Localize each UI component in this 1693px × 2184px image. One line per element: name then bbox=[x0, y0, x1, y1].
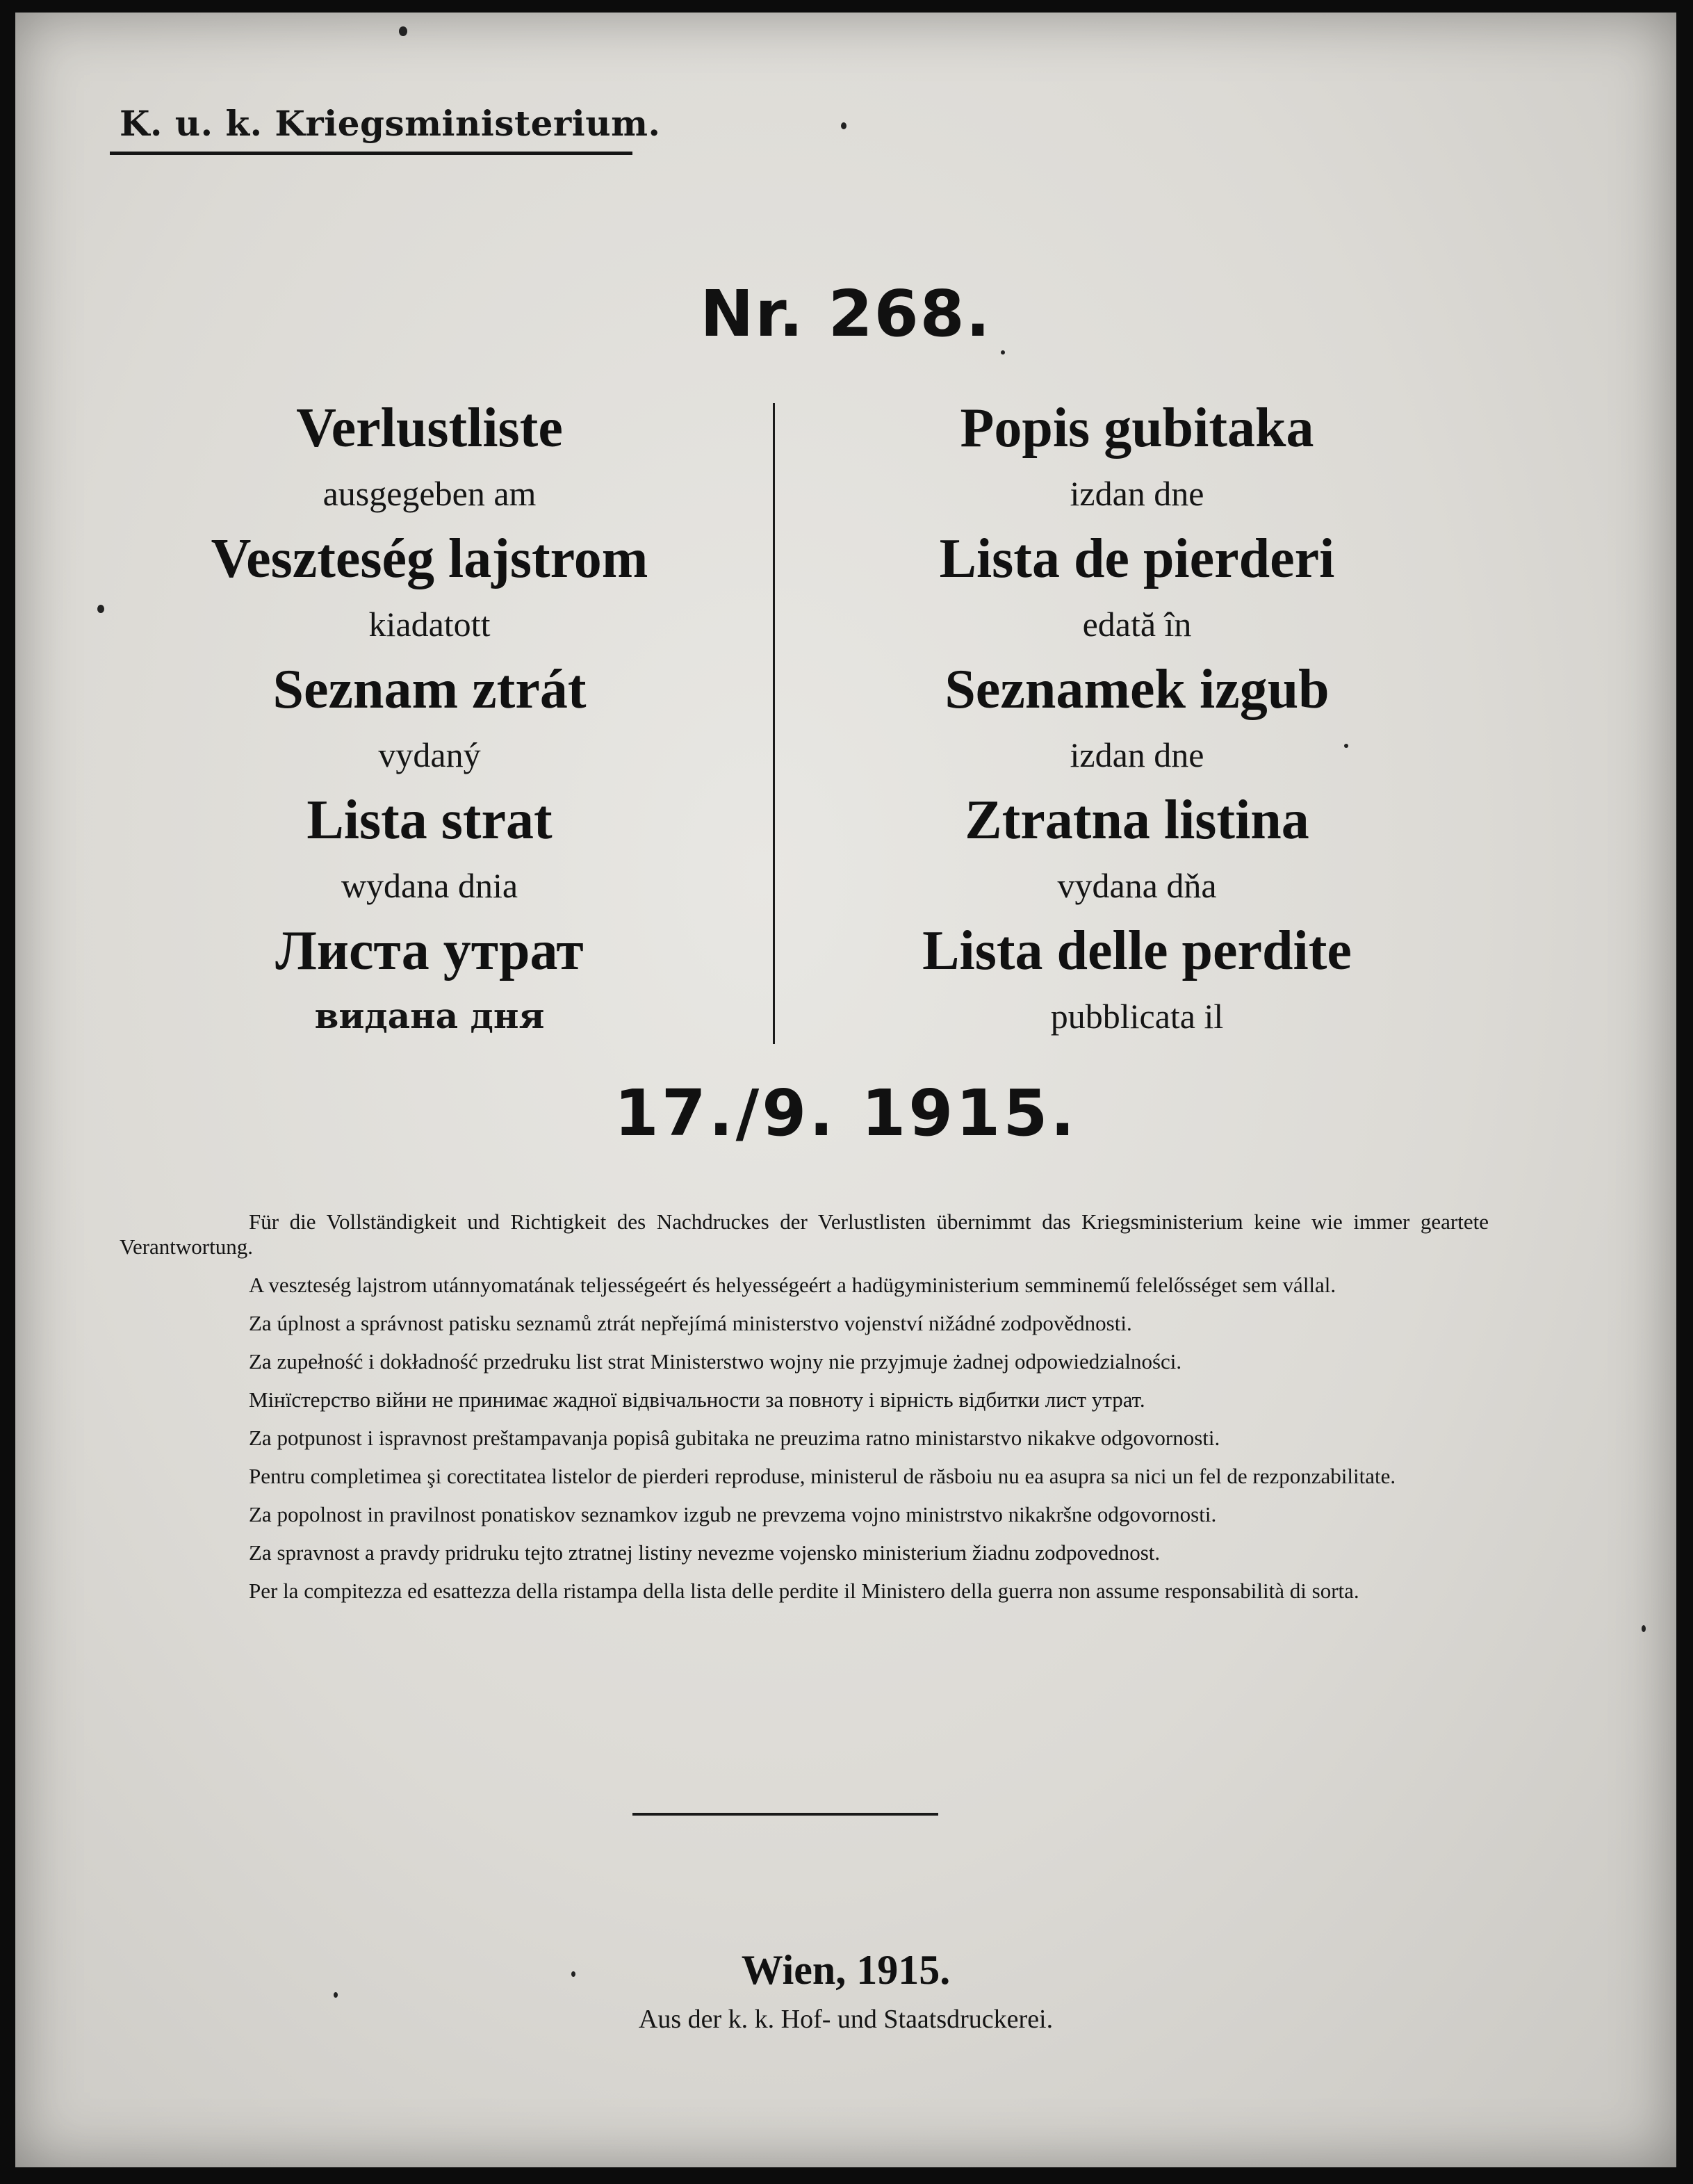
title-ruthenian: Листа утрат bbox=[275, 920, 584, 981]
disclaimer-hungarian: A veszteség lajstrom utánnyomatának teljességeért és helyességeért a hadügyministerium semminemű felelősséget sem vállal. bbox=[249, 1273, 1336, 1297]
title-croatian: Popis gubitaka bbox=[960, 398, 1314, 459]
subtitle-hungarian: kiadatott bbox=[368, 605, 491, 644]
disclaimer-italian: Per la compitezza ed esattezza della ristampa della lista delle perdite il Ministero della guerra non assume responsabilità di sorta. bbox=[249, 1579, 1359, 1603]
title-romanian: Lista de pierderi bbox=[939, 528, 1335, 589]
title-hungarian: Veszteség lajstrom bbox=[211, 528, 648, 589]
title-slovenian: Seznamek izgub bbox=[944, 659, 1330, 720]
ministry-header: K. u. k. Kriegsministerium. bbox=[120, 103, 661, 144]
title-italian: Lista delle perdite bbox=[922, 920, 1352, 981]
title-czech: Seznam ztrát bbox=[272, 659, 587, 720]
scan-speck bbox=[1642, 1625, 1646, 1632]
issue-number: Nr. 268. bbox=[700, 277, 992, 351]
subtitle-slovak: vydana dňa bbox=[1057, 866, 1217, 905]
right-title-column bbox=[824, 395, 1450, 1048]
scan-speck bbox=[399, 26, 407, 36]
disclaimer-romanian: Pentru completimea şi corectitatea listelor de pierderi reproduse, ministerul de răsboiu nu ea asupra sa nici un fel de rezponzabilitate. bbox=[249, 1464, 1396, 1488]
disclaimer-slovenian: Za popolnost in pravilnost ponatiskov seznamkov izgub ne prevzema vojno ministrstvo nikakršne odgovornosti. bbox=[249, 1502, 1217, 1526]
publication-place: Wien, 1915. bbox=[741, 1947, 951, 1993]
subtitle-romanian: edată în bbox=[1082, 605, 1192, 644]
disclaimer-ruthenian: Мінїстерство війни не принимає жадної відвічальности за повноту і вірність відбитки лист утрат. bbox=[249, 1387, 1145, 1412]
subtitle-polish: wydana dnia bbox=[341, 866, 518, 905]
scan-speck bbox=[334, 1992, 338, 1998]
scan-speck bbox=[571, 1971, 575, 1977]
scan-speck bbox=[1344, 744, 1348, 748]
title-polish: Lista strat bbox=[306, 790, 553, 851]
subtitle-german: ausgegeben am bbox=[322, 474, 537, 513]
disclaimer-german: Für die Vollständigkeit und Richtigkeit des Nachdruckes der Verlustlisten übernimmt das Kriegsministerium keine wie immer geartete Verantwortung. bbox=[120, 1209, 1489, 1259]
document-page bbox=[15, 13, 1676, 2167]
printer-imprint: Aus der k. k. Hof- und Staatsdruckerei. bbox=[638, 2005, 1054, 2034]
issue-date: 17./9. 1915. bbox=[614, 1076, 1078, 1150]
header-underline bbox=[110, 152, 632, 155]
subtitle-croatian: izdan dne bbox=[1070, 474, 1204, 513]
disclaimer-slovak: Za spravnost a pravdy pridruku tejto ztratnej listiny nevezme vojensko ministerium žiadnu zodpovednost. bbox=[249, 1540, 1161, 1565]
left-title-column bbox=[117, 395, 742, 1048]
title-slovak: Ztratna listina bbox=[965, 790, 1309, 851]
subtitle-slovenian: izdan dne bbox=[1070, 735, 1204, 774]
title-german: Verlustliste bbox=[296, 398, 563, 459]
disclaimer-croatian: Za potpunost i ispravnost preštampavanja popisâ gubitaka ne preuzima ratno ministarstvo nikakve odgovornosti. bbox=[249, 1426, 1220, 1450]
footer-divider bbox=[632, 1813, 938, 1816]
column-divider bbox=[773, 403, 775, 1044]
disclaimer-block bbox=[120, 1209, 1489, 1617]
scan-speck bbox=[1001, 350, 1005, 355]
subtitle-ruthenian: видана дня bbox=[314, 995, 545, 1036]
subtitle-italian: pubblicata il bbox=[1050, 997, 1224, 1036]
scan-speck bbox=[97, 605, 104, 613]
subtitle-czech: vydaný bbox=[378, 735, 481, 774]
disclaimer-czech: Za úplnost a správnost patisku seznamů ztrát nepřejímá ministerstvo vojenství nižádné zodpovědnosti. bbox=[249, 1311, 1132, 1335]
scan-speck bbox=[841, 122, 846, 129]
disclaimer-polish: Za zupełność i dokładność przedruku list strat Ministerstwo wojny nie przyjmuje żadnej odpowiedzialności. bbox=[249, 1349, 1182, 1374]
